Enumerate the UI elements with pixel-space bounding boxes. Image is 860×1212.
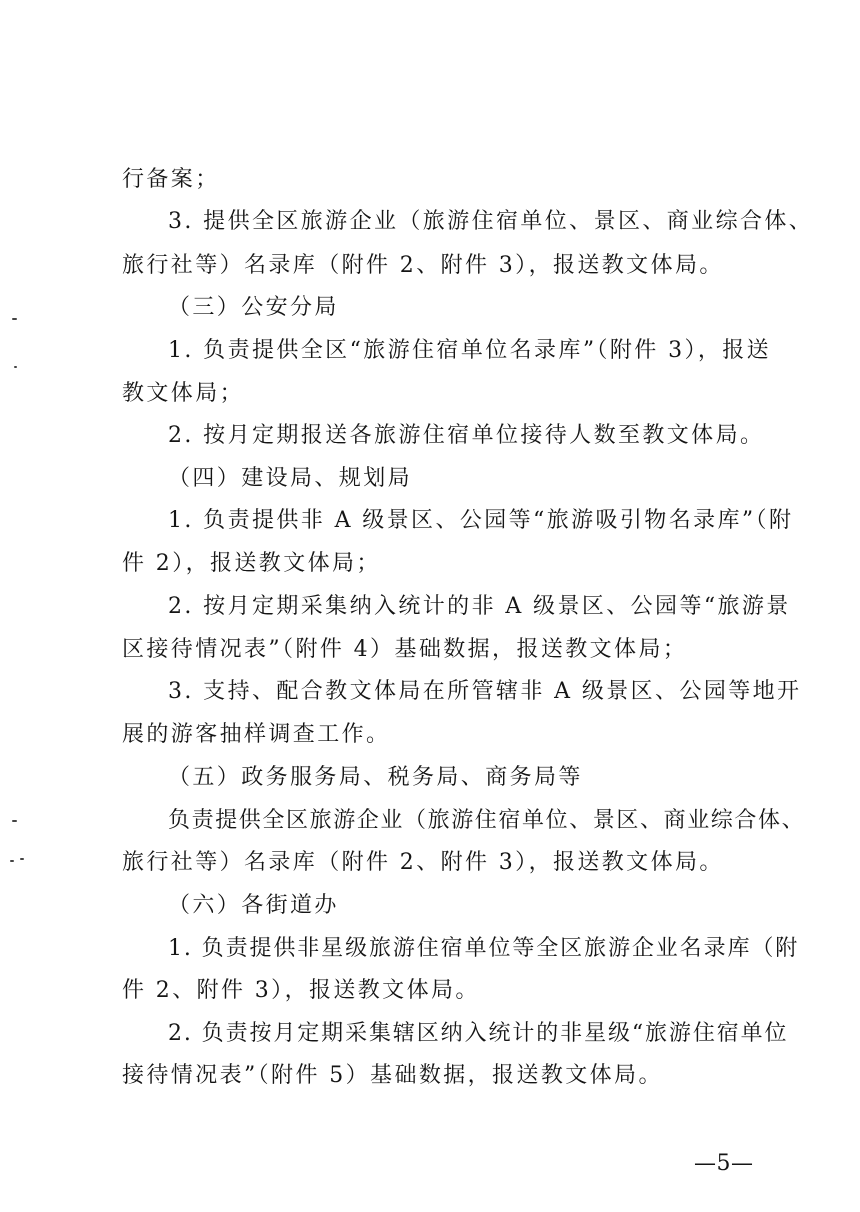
- text-line-9: 1. 负责提供非 A 级景区、公园等“旅游吸引物名录库”（附: [168, 508, 794, 533]
- scan-mark: [20, 858, 24, 860]
- text-line-7: 2. 按月定期报送各旅游住宿单位接待人数至教文体局。: [168, 423, 765, 448]
- text-line-11: 2. 按月定期采集纳入统计的非 A 级景区、公园等“旅游景: [168, 594, 791, 619]
- text-line-19: 1. 负责提供非星级旅游住宿单位等全区旅游企业名录库（附: [168, 936, 800, 961]
- text-line-12: 区接待情况表”（附件 4）基础数据，报送教文体局；: [122, 637, 688, 662]
- text-line-14: 展的游客抽样调查工作。: [122, 722, 391, 747]
- text-line-16: 负责提供全区旅游企业（旅游住宿单位、景区、商业综合体、: [168, 808, 806, 833]
- scan-mark: [14, 366, 17, 368]
- text-line-1: 行备案；: [122, 167, 220, 192]
- text-line-20: 件 2、附件 3），报送教文体局。: [122, 978, 480, 1003]
- section-heading-6: （六）各街道办: [168, 893, 339, 918]
- text-line-3: 旅行社等）名录库（附件 2、附件 3），报送教文体局。: [122, 253, 724, 278]
- text-line-17: 旅行社等）名录库（附件 2、附件 3），报送教文体局。: [122, 850, 724, 875]
- text-line-2: 3. 提供全区旅游企业（旅游住宿单位、景区、商业综合体、: [168, 209, 814, 234]
- text-line-13: 3. 支持、配合教文体局在所管辖非 A 级景区、公园等地开: [168, 679, 802, 704]
- text-line-21: 2. 负责按月定期采集辖区纳入统计的非星级“旅游住宿单位: [168, 1021, 789, 1046]
- page-number: —5—: [694, 1151, 754, 1176]
- section-heading-5: （五）政务服务局、税务局、商务局等: [168, 765, 583, 790]
- scan-mark: [10, 860, 14, 862]
- text-line-6: 教文体局；: [122, 381, 245, 406]
- section-heading-4: （四）建设局、规划局: [168, 466, 413, 491]
- scan-mark: [12, 318, 17, 320]
- text-line-22: 接待情况表”（附件 5）基础数据，报送教文体局。: [122, 1063, 663, 1088]
- section-heading-3: （三）公安分局: [168, 295, 339, 320]
- scan-mark: [12, 820, 17, 822]
- text-line-10: 件 2），报送教文体局；: [122, 551, 381, 576]
- text-line-5: 1. 负责提供全区“旅游住宿单位名录库”（附件 3），报送: [168, 338, 772, 363]
